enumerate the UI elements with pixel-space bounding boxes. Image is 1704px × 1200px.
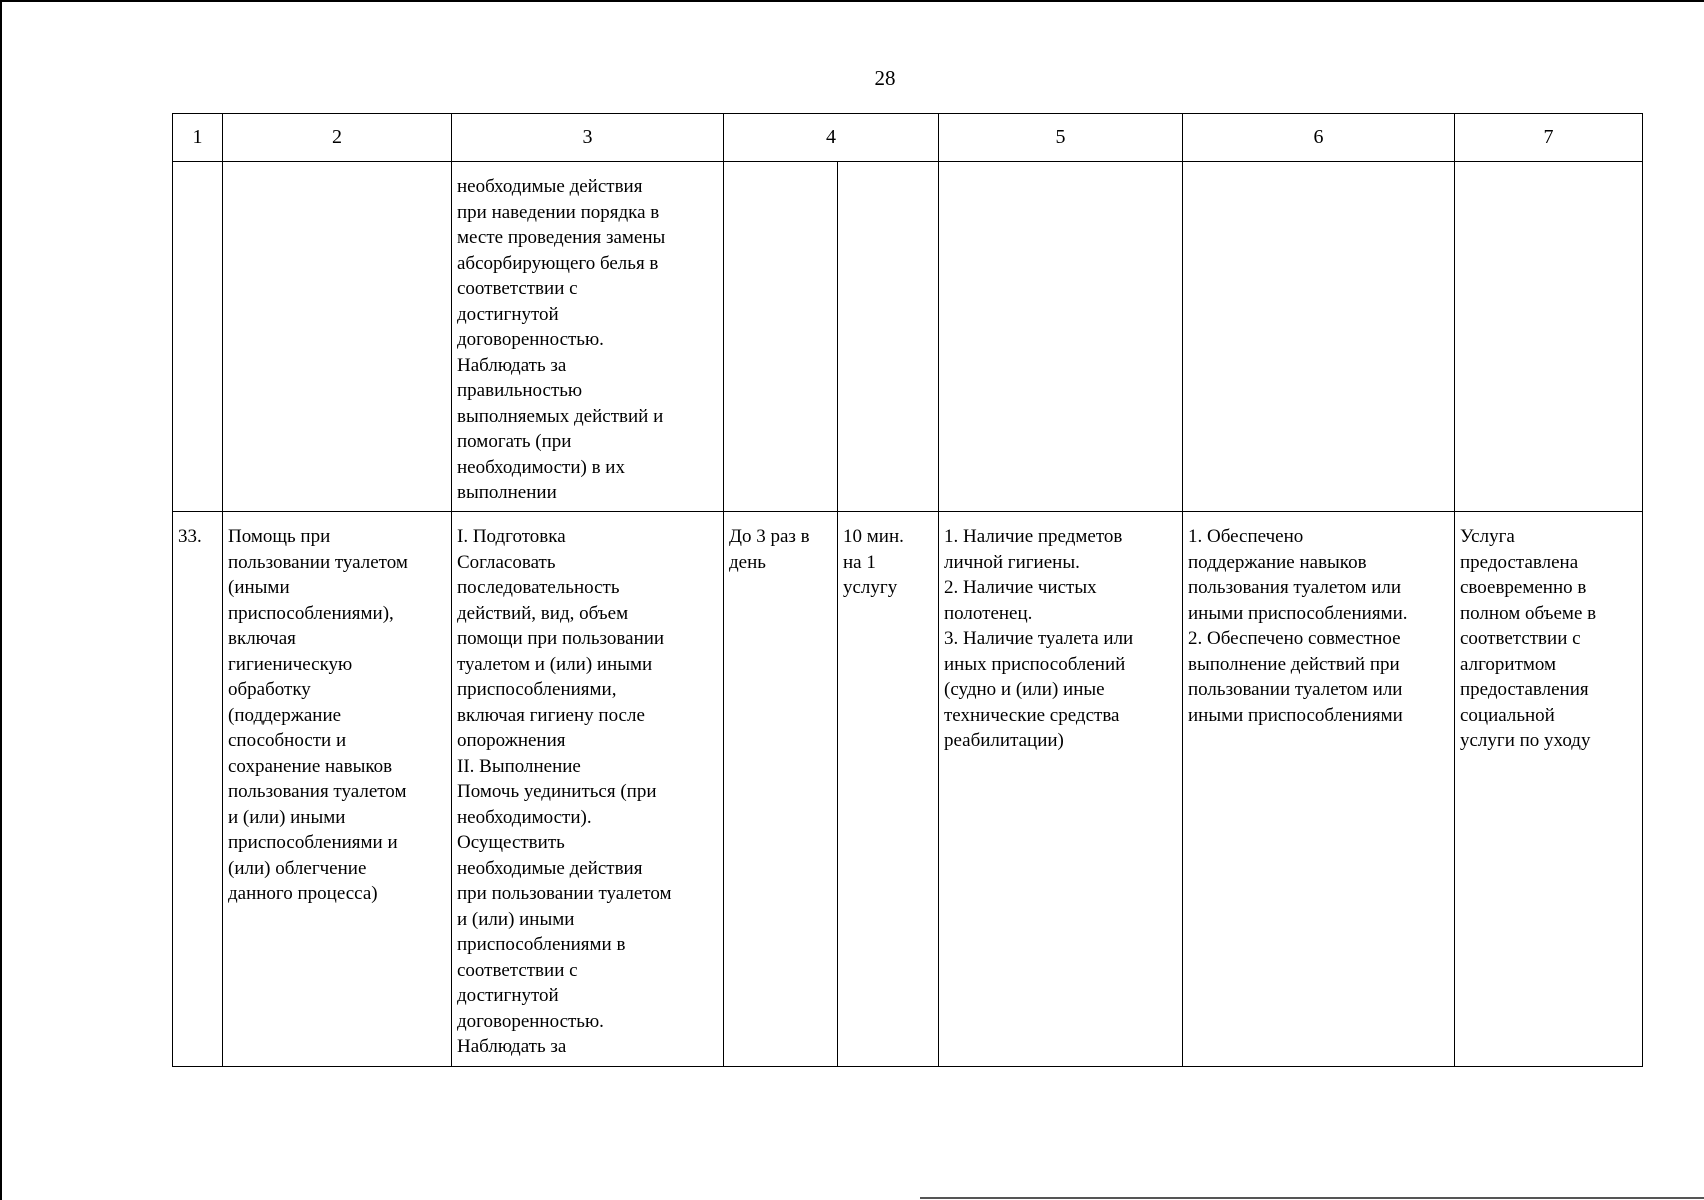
cell-text-line: приспособлениями),	[228, 602, 394, 624]
cell-text-line: соответствии с	[1460, 628, 1581, 649]
cell-text-line: при наведении порядка в	[457, 201, 660, 223]
cell-text-line: абсорбирующего белья в	[457, 252, 659, 274]
cell-text-line: (судно и (или) иные	[944, 679, 1105, 700]
cell-text-line: услугу	[843, 577, 898, 598]
assessment-cell	[1455, 512, 1643, 1067]
cell-text-line: 3. Наличие туалета или	[944, 628, 1134, 649]
frequency-cell	[724, 512, 838, 1067]
cell-text-line: иными приспособлениями	[1188, 704, 1403, 726]
scan-edge-bottom	[920, 1197, 1704, 1199]
cont-cell-frequency	[724, 162, 838, 512]
cell-text-line: Наблюдать за	[457, 354, 567, 376]
continuation-row	[173, 162, 1643, 512]
cell-text-line: Услуга	[1460, 526, 1515, 547]
cell-text-line: полном объеме в	[1460, 602, 1597, 624]
cell-text-line: иных приспособлений	[944, 653, 1126, 675]
scan-edge-top	[0, 0, 1704, 2]
cell-text-line: II. Выполнение	[457, 755, 581, 777]
cell-text-line: необходимые действия	[457, 857, 643, 879]
cell-text-line: помогать (при	[457, 431, 572, 452]
cont-cell-number	[173, 162, 223, 512]
cell-text-line: Осуществить	[457, 832, 565, 853]
cell-text-line: приспособлениями,	[457, 679, 617, 700]
header-col-4: 4	[724, 114, 939, 162]
header-col-7: 7	[1455, 114, 1643, 162]
cell-text-line: До 3 раз в	[729, 526, 810, 547]
cell-text-line: договоренностью.	[457, 1010, 604, 1032]
cell-text-line: способности и	[228, 730, 347, 751]
cont-cell-service	[223, 162, 452, 512]
cell-text-line: туалетом и (или) иными	[457, 653, 653, 675]
cell-text-line: данного процесса)	[228, 883, 378, 904]
cell-text-line: необходимые действия	[457, 176, 643, 197]
header-col-5: 5	[939, 114, 1183, 162]
cell-text-line: поддержание навыков	[1188, 551, 1367, 573]
cell-text-line: 2. Наличие чистых	[944, 577, 1097, 598]
cell-text-line: Помощь при	[228, 526, 331, 547]
table-row-33	[173, 512, 1643, 1067]
cell-text-line: 10 мин.	[843, 526, 904, 547]
column-number-row	[173, 114, 1643, 162]
cell-text-line: выполнении	[457, 482, 557, 503]
cell-text-line: 1. Наличие предметов	[944, 526, 1123, 547]
cell-text-line: Помочь уединиться (при	[457, 781, 657, 802]
cell-text-line: 2. Обеспечено совместное	[1188, 628, 1401, 649]
cell-text-line: предоставления	[1460, 679, 1589, 700]
cell-text-line: гигиеническую	[228, 653, 353, 675]
cell-text-line: включая гигиену после	[457, 704, 645, 726]
cell-text-line: соответствии с	[457, 278, 578, 299]
cell-text-line: реабилитации)	[944, 730, 1064, 751]
cell-text-line: обработку	[228, 679, 311, 700]
page-number: 28	[874, 66, 896, 90]
cell-text-line: личной гигиены.	[944, 551, 1080, 573]
cell-text-line: сохранение навыков	[228, 755, 393, 777]
cell-text-line: I. Подготовка	[457, 526, 566, 547]
cell-text-line: (иными	[228, 577, 290, 598]
cell-text-line: пользования туалетом или	[1188, 577, 1402, 598]
cell-text-line: на 1	[843, 551, 876, 573]
cell-text-line: Наблюдать за	[457, 1036, 567, 1057]
cell-text-line: достигнутой	[457, 303, 559, 325]
conditions-cell	[939, 512, 1183, 1067]
cell-text-line: пользования туалетом	[228, 781, 407, 802]
cell-text-line: день	[729, 551, 766, 573]
cell-text-line: социальной	[1460, 704, 1555, 726]
header-col-1: 1	[173, 114, 223, 162]
cell-text-line: иными приспособлениями.	[1188, 602, 1408, 624]
duration-cell	[838, 512, 939, 1067]
scan-edge-left	[0, 0, 2, 1200]
cell-text-line: полотенец.	[944, 602, 1033, 624]
service-description-cell	[452, 512, 724, 1067]
cell-text-line: алгоритмом	[1460, 653, 1557, 675]
cell-text-line: соответствии с	[457, 959, 578, 981]
header-col-6: 6	[1183, 114, 1455, 162]
cell-text-line: необходимости).	[457, 806, 592, 828]
cell-text-line: последовательность	[457, 577, 620, 598]
cell-text-line: 1. Обеспечено	[1188, 526, 1304, 547]
row-number-cell: 33.	[173, 512, 223, 1067]
cell-text-line: необходимости) в их	[457, 456, 625, 478]
header-col-3: 3	[452, 114, 724, 162]
cont-cell-description	[452, 162, 724, 512]
service-name-cell	[223, 512, 452, 1067]
cell-text-line: и (или) иными	[228, 806, 346, 828]
cell-text-line: достигнутой	[457, 985, 559, 1006]
cell-text-line: технические средства	[944, 704, 1120, 726]
cell-text-line: пользовании туалетом или	[1188, 679, 1403, 700]
cell-text-line: при пользовании туалетом	[457, 883, 672, 904]
cell-text-line: договоренностью.	[457, 329, 604, 350]
cell-text-line: выполнение действий при	[1188, 653, 1400, 675]
cell-text-line: услуги по уходу	[1460, 730, 1591, 751]
cell-text-line: своевременно в	[1460, 577, 1587, 598]
cell-text-line: и (или) иными	[457, 908, 575, 930]
cont-cell-conditions	[939, 162, 1183, 512]
cell-text-line: опорожнения	[457, 730, 566, 751]
cell-text-line: включая	[228, 628, 296, 649]
cont-cell-assessment	[1455, 162, 1643, 512]
cell-text-line: пользовании туалетом	[228, 551, 408, 573]
cell-text-line: правильностью	[457, 380, 583, 401]
cell-text-line: приспособлениями в	[457, 934, 626, 955]
cell-text-line: месте проведения замены	[457, 227, 666, 248]
cell-text-line: (или) облегчение	[228, 857, 367, 879]
header-col-2: 2	[223, 114, 452, 162]
cell-text-line: действий, вид, объем	[457, 602, 629, 624]
cont-cell-duration	[838, 162, 939, 512]
cell-text-line: Согласовать	[457, 551, 556, 573]
services-table	[172, 113, 1643, 1067]
cell-text-line: (поддержание	[228, 704, 342, 726]
cont-cell-results	[1183, 162, 1455, 512]
cell-text-line: помощи при пользовании	[457, 628, 665, 649]
results-cell	[1183, 512, 1455, 1067]
cell-text-line: выполняемых действий и	[457, 405, 664, 427]
cell-text-line: предоставлена	[1460, 551, 1579, 573]
cell-text-line: приспособлениями и	[228, 832, 398, 853]
